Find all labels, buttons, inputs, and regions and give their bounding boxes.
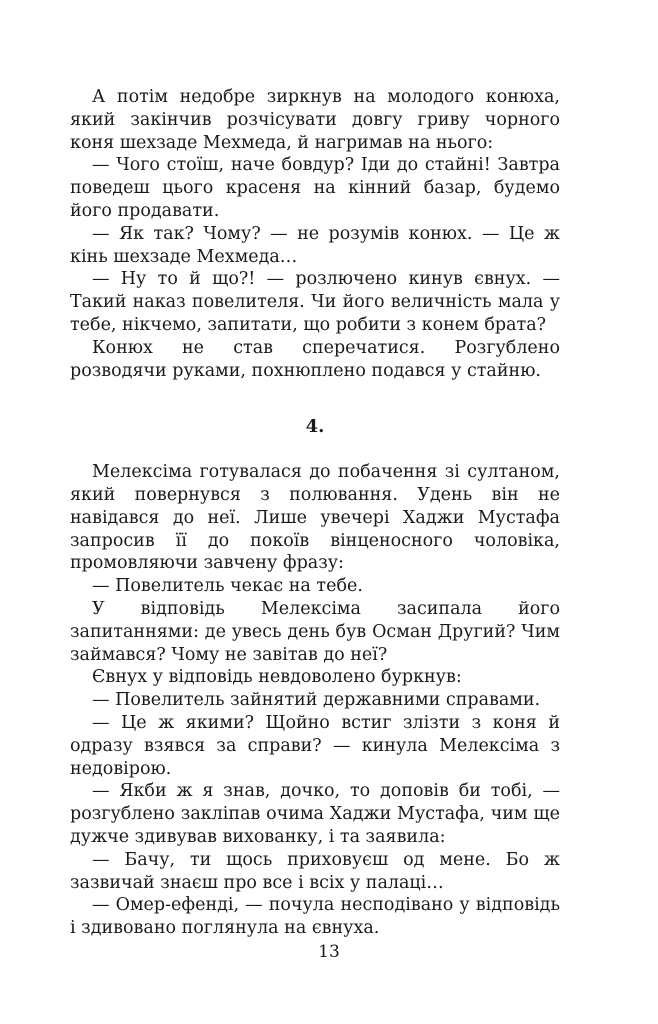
paragraph: Євнух у відповідь невдоволено буркнув: [92, 667, 462, 688]
paragraph: — Омер-ефенді, — почула несподівано у відповідь і здивовано поглянула на євнуха. [70, 895, 560, 939]
paragraph: — Це ж якими? Щойно встиг злізти з коня й одразу взявся за справи? — кинула Мелексіма з недовірою. [70, 712, 560, 779]
paragraph: — Як так? Чому? — не розумів конюх. — Це ж кінь шехзаде Мехмеда… [70, 223, 560, 267]
paragraph: — Ну то й що?! — розлючено кинув євнух. — Такий наказ повелителя. Чи його величність мала у тебе, нікчемо, запитати, що робити з конем брата? [70, 269, 560, 335]
paragraph: А потім недобре зиркнув на молодого конюха, який закінчив розчісувати довгу гриву чорного коня шехзаде Мехмеда, й нагримав на нього: [70, 87, 560, 153]
page-number: 13 [318, 942, 340, 962]
paragraph: У відповідь Мелексіма засипала його запитаннями: де увесь день був Осман Другий? Чим займався? Чому не завітав до неї? [70, 598, 560, 665]
paragraph: — Бачу, ти щось приховуєш од мене. Бо ж зазвичай знаєш про все і всіх у палаці… [70, 849, 560, 893]
paragraph: — Повелитель чекає на тебе. [92, 576, 363, 597]
chapter-heading: 4. [305, 416, 325, 438]
paragraph: Мелексіма готувалася до побачення зі султаном, який повернувся з полювання. Удень він не навідався до неї. Лише увечері Хаджи Мустафа запросив її до покоїв вінценосного чоловіка, промовляючи завчену фразу: [70, 462, 560, 574]
paragraph: Конюх не став сперечатися. Розгублено розводячи руками, похнюплено подався у стайню. [70, 337, 560, 381]
paragraph: — Повелитель зайнятий державними справами. [92, 690, 541, 711]
paragraph: — Якби ж я знав, дочко, то доповів би тобі, — розгублено закліпав очима Хаджи Мустафа, чим ще дужче здивував вихованку, і та заявила: [70, 781, 560, 847]
book-page-body [70, 86, 560, 940]
paragraph: — Чого стоїш, наче бовдур? Іди до стайні! Завтра поведеш цього красеня на кінний базар, будемо його продавати. [70, 155, 560, 221]
